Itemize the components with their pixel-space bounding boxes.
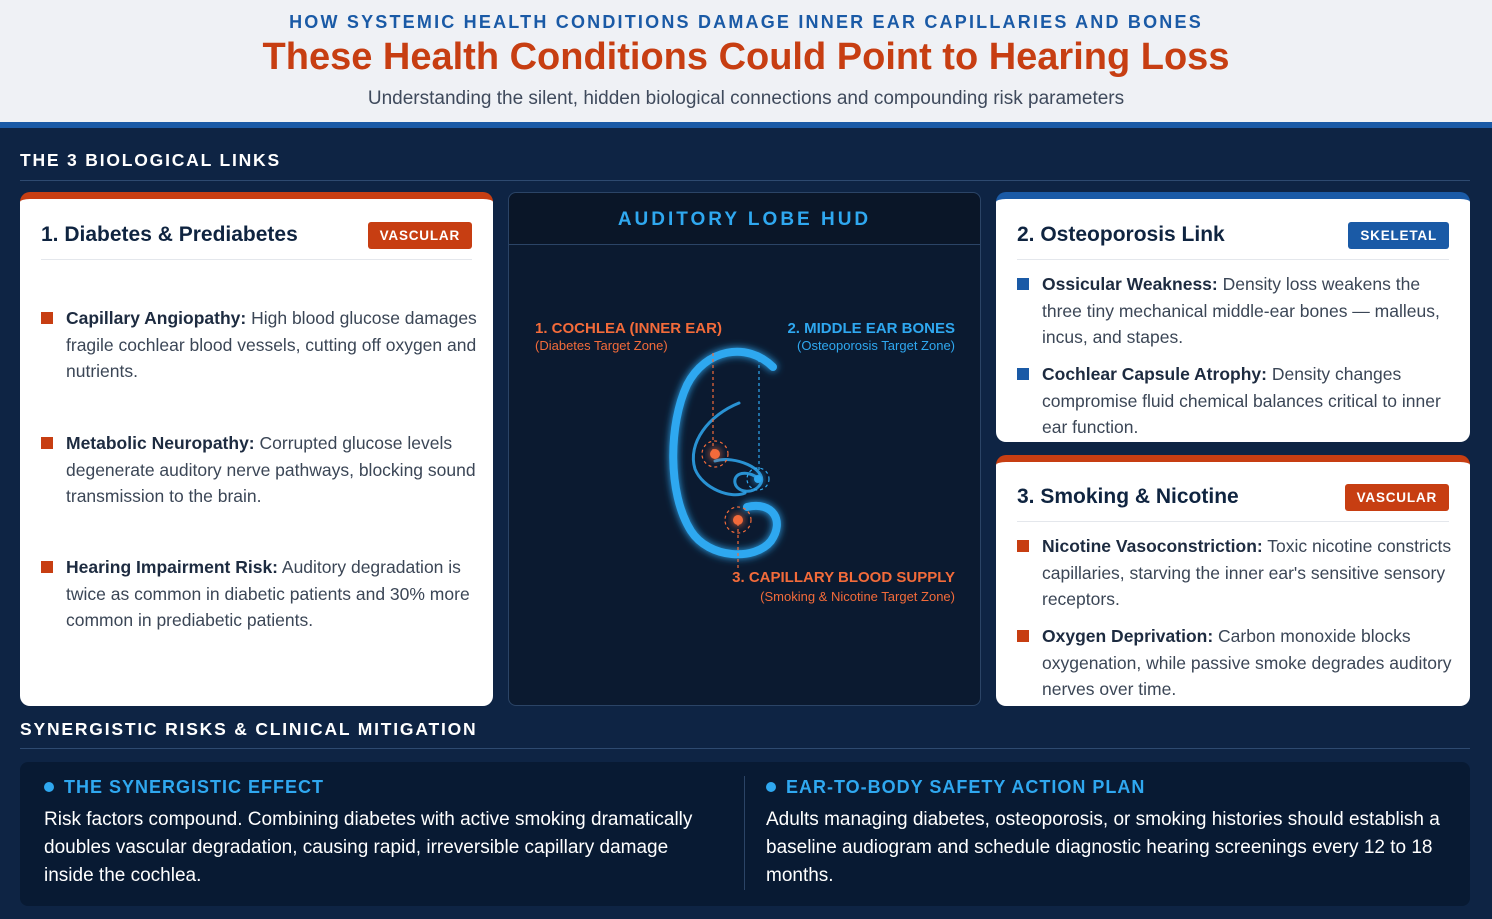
cochlea-sublabel: (Diabetes Target Zone)	[535, 338, 668, 353]
point-term: Capillary Angiopathy:	[66, 308, 247, 328]
synergistic-text: Risk factors compound. Combining diabetes with active smoking dramatically doubles vascular degradation, causing rapid, irreversible capillary damage inside the cochlea.	[44, 809, 693, 886]
cochlea-label: 1. COCHLEA (INNER EAR)	[535, 320, 722, 337]
osteoporosis-card-title: 2. Osteoporosis Link	[1017, 223, 1225, 246]
point-term: Oxygen Deprivation:	[1042, 626, 1214, 646]
diabetes-card-title: 1. Diabetes & Prediabetes	[41, 223, 298, 246]
card-divider	[41, 259, 472, 260]
point-term: Cochlear Capsule Atrophy:	[1042, 364, 1267, 384]
osteoporosis-card	[996, 192, 1470, 442]
synergistic-heading: THE SYNERGISTIC EFFECT	[44, 777, 324, 798]
bullet-square-icon	[1017, 368, 1029, 380]
links-section-divider	[20, 180, 1470, 181]
vascular-badge: VASCULAR	[368, 222, 472, 249]
point-text: Toxic nicotine constricts capillaries, starving the inner ear's sensitive sensory receptors.	[1042, 536, 1452, 609]
bullet-square-icon	[1017, 278, 1029, 290]
smoking-card	[996, 455, 1470, 706]
action-plan-heading: EAR-TO-BODY SAFETY ACTION PLAN	[766, 777, 1145, 798]
point-text: Density changes compromise fluid chemical balances critical to inner ear function.	[1042, 364, 1441, 437]
bullet-dot-icon	[44, 782, 54, 792]
bullet-square-icon	[41, 561, 53, 573]
auditory-hud-panel	[508, 192, 981, 706]
point-text: High blood glucose damages fragile cochlear blood vessels, cutting off oxygen and nutrients.	[66, 308, 477, 381]
header-kicker: HOW SYSTEMIC HEALTH CONDITIONS DAMAGE INNER EAR CAPILLARIES AND BONES	[289, 12, 1203, 32]
vascular-badge: VASCULAR	[1345, 484, 1449, 511]
smoking-card-title: 3. Smoking & Nicotine	[1017, 485, 1239, 508]
hud-title: AUDITORY LOBE HUD	[617, 209, 872, 230]
ear-inner-fold	[693, 403, 745, 495]
links-section-heading: THE 3 BIOLOGICAL LINKS	[20, 150, 281, 170]
middle-ear-sublabel: (Osteoporosis Target Zone)	[797, 338, 955, 353]
bullet-square-icon	[41, 312, 53, 324]
point-text: Corrupted glucose levels degenerate auditory nerve pathways, blocking sound transmission to the brain.	[66, 433, 476, 506]
page-title: These Health Conditions Could Point to Hearing Loss	[262, 36, 1230, 78]
card-divider	[1017, 259, 1449, 260]
risks-section-heading: SYNERGISTIC RISKS & CLINICAL MITIGATION	[20, 719, 478, 739]
risks-section-divider	[20, 748, 1470, 749]
bullet-square-icon	[1017, 630, 1029, 642]
bullet-square-icon	[41, 437, 53, 449]
action-plan-text: Adults managing diabetes, osteoporosis, or smoking histories should establish a baseline audiogram and schedule diagnostic hearing screenings every 12 to 18 months.	[766, 809, 1440, 886]
point-text: Carbon monoxide blocks oxygenation, while passive smoke degrades auditory nerves over time.	[1042, 626, 1452, 699]
point-text: Density loss weakens the three tiny mechanical middle-ear bones — malleus, incus, and stapes.	[1042, 274, 1440, 347]
skeletal-badge: SKELETAL	[1348, 222, 1449, 249]
bullet-dot-icon	[766, 782, 776, 792]
column-divider	[744, 776, 745, 890]
capillary-label: 3. CAPILLARY BLOOD SUPPLY	[732, 569, 955, 586]
diabetes-card	[20, 192, 493, 706]
ear-diagram	[509, 193, 982, 707]
card-divider	[1017, 521, 1449, 522]
point-term: Nicotine Vasoconstriction:	[1042, 536, 1263, 556]
point-text: Auditory degradation is twice as common in diabetic patients and 30% more common in prediabetic patients.	[66, 557, 470, 630]
mitigation-panel	[20, 762, 1470, 906]
middle-ear-label: 2. MIDDLE EAR BONES	[787, 320, 955, 337]
page-header	[0, 0, 1492, 128]
capillary-sublabel: (Smoking & Nicotine Target Zone)	[760, 589, 955, 604]
page-subtitle: Understanding the silent, hidden biological connections and compounding risk parameters	[367, 88, 1125, 109]
point-term: Hearing Impairment Risk:	[66, 557, 278, 577]
cochlea-target-marker	[702, 441, 728, 467]
point-term: Metabolic Neuropathy:	[66, 433, 255, 453]
point-term: Ossicular Weakness:	[1042, 274, 1218, 294]
bullet-square-icon	[1017, 540, 1029, 552]
